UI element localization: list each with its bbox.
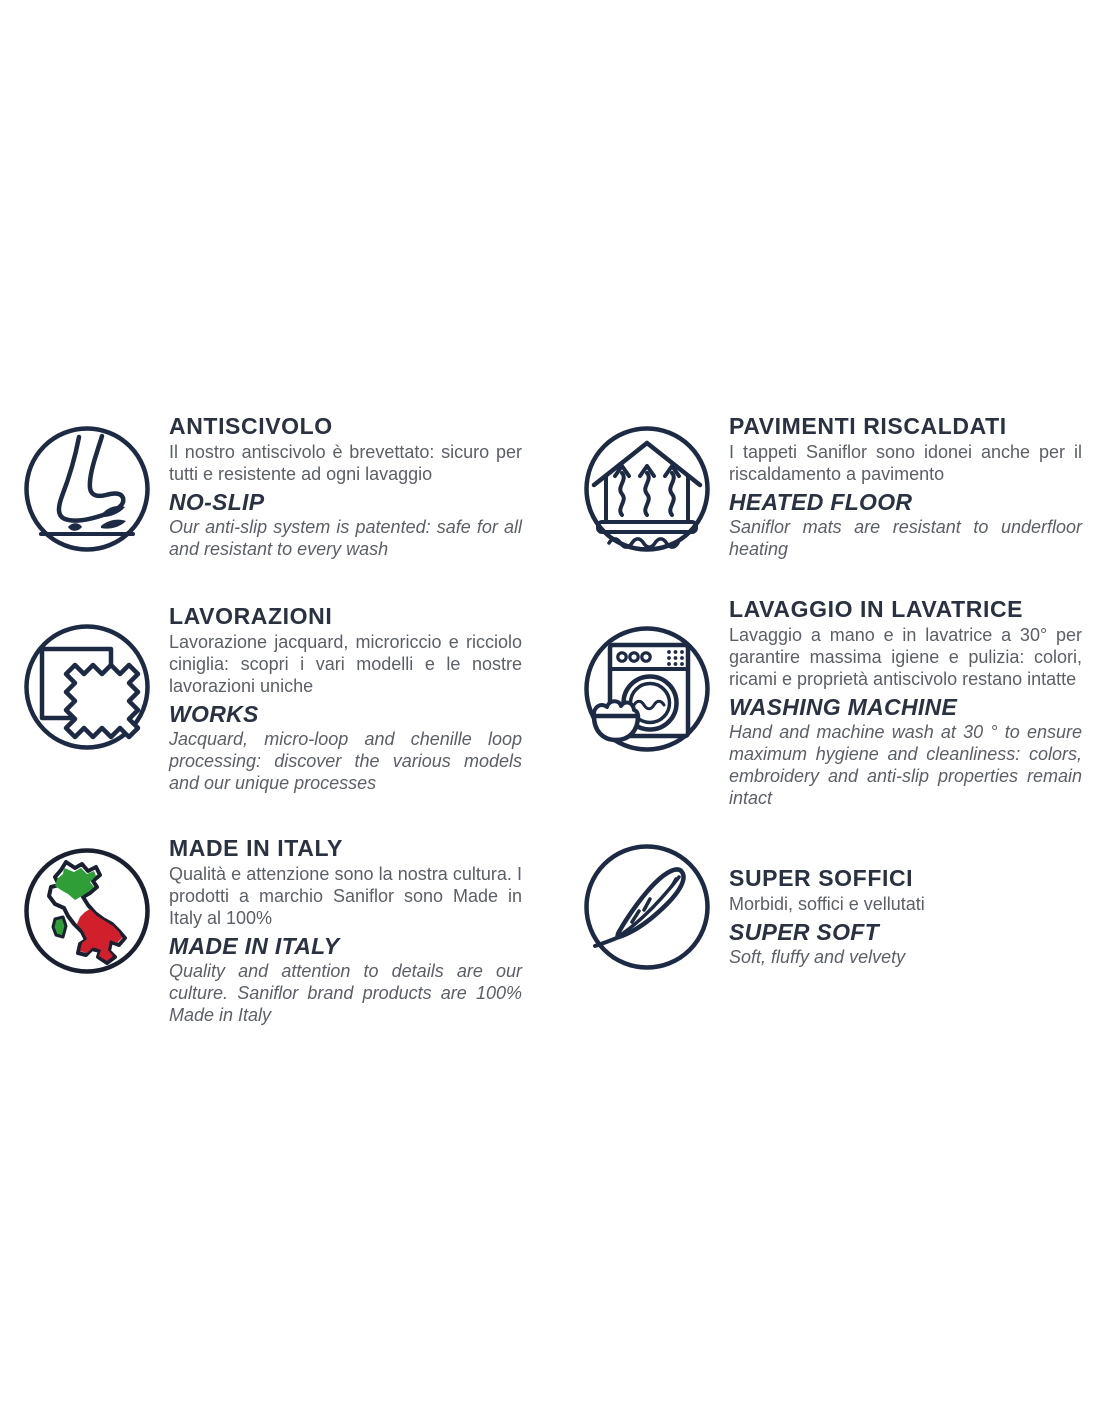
feature-washing-machine bbox=[582, 597, 1082, 813]
feature-desc-it: Morbidi, soffici e vellutati bbox=[729, 893, 925, 914]
feature-desc-en: Jacquard, micro-loop and chenille loop processing: discover the various models and our unique processes bbox=[169, 729, 522, 793]
foot-no-slip-icon bbox=[22, 424, 152, 554]
feature-desc-it: I tappeti Saniflor sono idonei anche per il riscaldamento a pavimento bbox=[729, 441, 1082, 484]
feature-desc-en: Saniflor mats are resistant to underfloor heating bbox=[729, 517, 1082, 560]
feature-title-en: NO-SLIP bbox=[169, 488, 265, 515]
feature-desc-it: Il nostro antiscivolo è brevettato: sicuro per tutti e resistente ad ogni lavaggio bbox=[169, 441, 522, 484]
feature-title-it: MADE IN ITALY bbox=[169, 835, 343, 861]
fabric-swatch-icon bbox=[22, 622, 152, 752]
feature-heated-floor bbox=[582, 414, 1082, 564]
feature-title-it: LAVORAZIONI bbox=[169, 603, 333, 629]
feature-desc-en: Hand and machine wash at 30 ° to ensure maximum hygiene and cleanliness: colors, embroidery and anti-slip properties remain intact bbox=[729, 722, 1082, 808]
feature-title-en: HEATED FLOOR bbox=[729, 488, 913, 515]
feature-desc-it: Lavaggio a mano e in lavatrice a 30° per garantire massima igiene e pulizia: colori, ricami e proprietà antiscivolo restano intatte bbox=[729, 624, 1082, 689]
feature-title-en: WORKS bbox=[169, 700, 259, 727]
feature-title-it: SUPER SOFFICI bbox=[729, 865, 914, 891]
feature-desc-en: Soft, fluffy and velvety bbox=[729, 947, 906, 968]
feature-no-slip bbox=[22, 414, 522, 564]
feature-title-it: LAVAGGIO IN LAVATRICE bbox=[729, 596, 1024, 622]
italy-map-icon bbox=[22, 846, 152, 976]
feature-made-in-italy bbox=[22, 836, 522, 1030]
feature-title-it: ANTISCIVOLO bbox=[169, 413, 333, 439]
feature-title-en: WASHING MACHINE bbox=[729, 693, 958, 720]
feature-works bbox=[22, 604, 522, 798]
feature-title-en: SUPER SOFT bbox=[729, 918, 879, 945]
feature-desc-it: Lavorazione jacquard, microriccio e ricciolo ciniglia: scopri i vari modelli e le nostre lavorazioni uniche bbox=[169, 631, 522, 696]
feature-title-en: MADE IN ITALY bbox=[169, 932, 340, 959]
feature-title-it: PAVIMENTI RISCALDATI bbox=[729, 413, 1007, 439]
feature-desc-it: Qualità e attenzione sono la nostra cultura. I prodotti a marchio Saniflor sono Made in Italy al 100% bbox=[169, 863, 522, 928]
feature-desc-en: Our anti-slip system is patented: safe for all and resistant to every wash bbox=[169, 517, 522, 560]
heated-floor-icon bbox=[582, 424, 712, 554]
washing-machine-icon bbox=[582, 624, 712, 754]
feather-icon bbox=[582, 842, 712, 972]
feature-super-soft bbox=[582, 842, 1082, 972]
feature-desc-en: Quality and attention to details are our culture. Saniflor brand products are 100% Made in Italy bbox=[169, 961, 522, 1025]
